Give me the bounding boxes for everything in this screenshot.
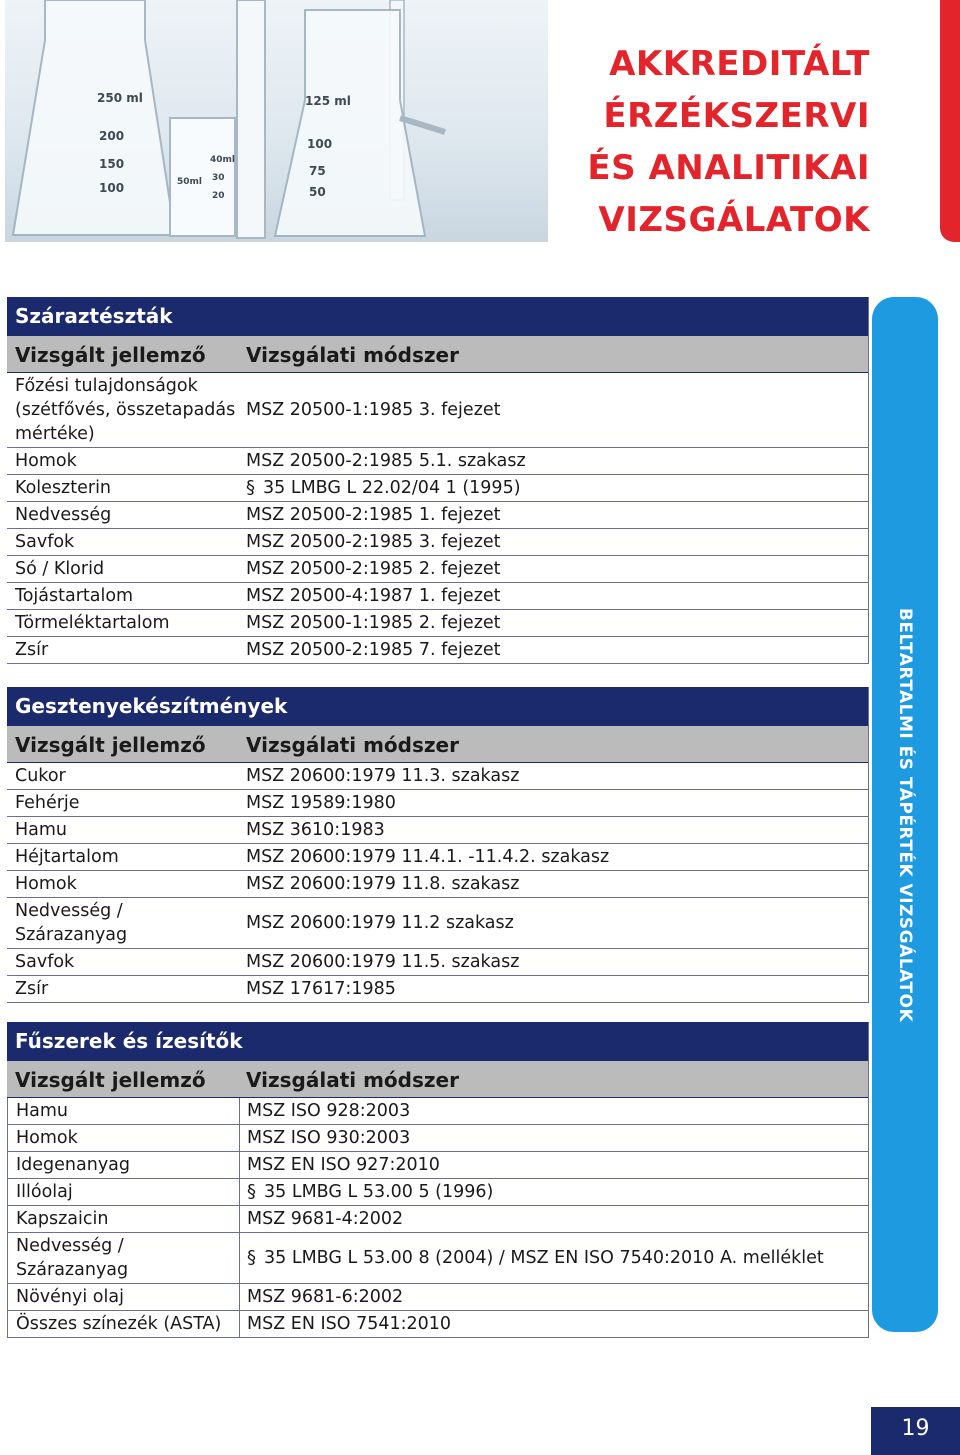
method-cell [240,1206,868,1232]
title-line-1: AKKREDITÁLT [609,44,870,84]
table-row [7,1179,868,1206]
photo-mark-6: 40ml [210,155,235,165]
param-cell: Főzési tulajdonságok (szétfővés, összetapadás mértéke) [15,376,236,444]
table-row [7,871,868,898]
method-cell [239,610,868,636]
page-number: 19 [871,1407,960,1455]
photo-mark-10: 100 [307,137,333,151]
title-line-4: VIZSGÁLATOK [598,200,870,240]
method-text: MSZ 19589:1980 [246,793,396,813]
param-cell: Kapszaicin [8,1206,240,1232]
column-header-row [7,725,868,763]
section-sign-icon: § [246,477,255,498]
param-cell: Összes színezék (ASTA) [8,1311,240,1337]
method-text: MSZ 20500-2:1985 5.1. szakasz [246,451,526,471]
param-cell: Tojástartalom [15,586,134,606]
photo-mark-8: 20 [212,191,225,201]
method-cell [239,763,868,789]
method-text: MSZ 20500-1:1985 3. fejezet [246,400,501,420]
title-line-2: ÉRZÉKSZERVI [603,96,870,136]
column-header-param: Vizsgált jellemző [15,1068,206,1092]
param-cell: Zsír [15,640,49,660]
method-cell [239,583,868,609]
param-cell: Nedvesség / Szárazanyag [8,1233,240,1283]
method-cell [239,475,868,501]
method-text: MSZ 20500-2:1985 2. fejezet [246,559,501,579]
section-title: Fűszerek és ízesítők [7,1022,868,1060]
method-cell [240,1152,868,1178]
method-text: MSZ 20600:1979 11.3. szakasz [246,766,520,786]
table-row [7,976,868,1003]
table-row [7,1284,868,1311]
table-row [7,763,868,790]
section-title: Száraztészták [7,297,868,335]
param-cell: Homok [15,874,77,894]
method-text: MSZ 20500-2:1985 3. fejezet [246,532,501,552]
table-row [7,529,868,556]
table-row [7,898,868,949]
table-row [7,817,868,844]
photo-mark-3: 150 [99,157,125,171]
method-cell [239,448,868,474]
method-text: MSZ 20500-2:1985 1. fejezet [246,505,501,525]
method-cell [239,898,868,948]
method-cell [239,817,868,843]
column-header-method: Vizsgálati módszer [246,1068,459,1092]
param-cell: Homok [8,1125,240,1151]
method-cell [239,949,868,975]
method-cell [240,1179,868,1205]
method-cell [239,790,868,816]
method-text: 35 LMBG L 53.00 5 (1996) [264,1182,494,1202]
section-sign-icon: § [247,1181,256,1202]
page-title [530,38,870,246]
method-text: MSZ EN ISO 927:2010 [247,1155,440,1175]
param-cell: Homok [15,451,77,471]
photo-mark-11: 75 [309,164,326,178]
param-cell: Illóolaj [8,1179,240,1205]
param-cell: Koleszterin [15,478,112,498]
table-row [7,1125,868,1152]
title-line-3: ÉS ANALITIKAI [587,148,870,188]
table-row [7,583,868,610]
photo-mark-4: 100 [99,181,125,195]
param-cell: Hamu [15,820,68,840]
section-gesztenyekeszitmenyek [7,687,869,1003]
red-corner-tab [940,0,960,242]
method-text: MSZ 20600:1979 11.5. szakasz [246,952,520,972]
param-cell: Törmeléktartalom [15,613,170,633]
photo-mark-9: 125 ml [305,94,351,108]
column-header-row [7,1060,868,1098]
param-cell: Növényi olaj [8,1284,240,1310]
method-text: MSZ 20600:1979 11.8. szakasz [246,874,520,894]
method-cell [240,1311,868,1337]
table-row [7,1311,868,1338]
table-row [7,949,868,976]
method-cell [239,844,868,870]
method-text: MSZ 3610:1983 [246,820,385,840]
method-text: MSZ 20600:1979 11.2 szakasz [246,913,514,933]
method-text: MSZ 20500-1:1985 2. fejezet [246,613,501,633]
table-row [7,1152,868,1179]
param-cell: Cukor [15,766,66,786]
param-cell: Idegenanyag [8,1152,240,1178]
method-text: MSZ ISO 930:2003 [247,1128,411,1148]
section-title: Gesztenyekészítmények [7,687,868,725]
param-cell: Savfok [15,532,75,552]
param-cell: Hamu [8,1098,240,1124]
param-cell: Héjtartalom [15,847,119,867]
photo-mark-7: 30 [212,173,225,183]
table-row [7,448,868,475]
photo-mark-5: 50ml [177,177,202,187]
method-text: MSZ EN ISO 7541:2010 [247,1314,452,1334]
method-cell [240,1125,868,1151]
photo-mark-1: 250 ml [97,91,143,105]
header-photo-lab-glassware [5,0,548,242]
side-band-label: BELTARTALMI ÉS TÁPÉRTÉK VIZSGÁLATOK [895,607,915,1023]
column-header-param: Vizsgált jellemző [15,343,206,367]
photo-mark-2: 200 [99,129,125,143]
table-row [7,790,868,817]
section-fuszerek-es-izesitok [7,1022,869,1338]
method-text: MSZ 9681-6:2002 [247,1287,404,1307]
method-cell [239,502,868,528]
param-cell: Nedvesség / Szárazanyag [15,901,128,945]
method-cell [239,529,868,555]
method-cell [239,637,868,663]
method-text: MSZ 17617:1985 [246,979,396,999]
method-cell [240,1284,868,1310]
method-text: MSZ ISO 928:2003 [247,1101,411,1121]
method-cell [239,976,868,1002]
param-cell: Zsír [15,979,49,999]
section-sign-icon: § [247,1247,256,1268]
table-row [7,373,868,448]
param-cell: Savfok [15,952,75,972]
table-row [7,637,868,664]
method-text: MSZ 20600:1979 11.4.1. -11.4.2. szakasz [246,847,610,867]
section-szaraztesztak [7,297,869,664]
table-row [7,1206,868,1233]
method-cell [240,1098,868,1124]
column-header-method: Vizsgálati módszer [246,733,459,757]
table-row [7,502,868,529]
param-cell: Só / Klorid [15,559,105,579]
photo-mark-12: 50 [309,185,326,199]
column-header-param: Vizsgált jellemző [15,733,206,757]
method-cell [239,373,868,447]
param-cell: Nedvesség [15,505,112,525]
table-row [7,475,868,502]
method-cell [239,556,868,582]
table-row [7,1098,868,1125]
column-header-row [7,335,868,373]
table-row [7,610,868,637]
method-text: 35 LMBG L 22.02/04 1 (1995) [263,478,521,498]
method-text: 35 LMBG L 53.00 8 (2004) / MSZ EN ISO 7540:2010 A. melléklet [264,1248,824,1268]
table-row [7,844,868,871]
table-row [7,1233,868,1284]
method-text: MSZ 20500-2:1985 7. fejezet [246,640,501,660]
column-header-method: Vizsgálati módszer [246,343,459,367]
table-row [7,556,868,583]
method-cell [239,871,868,897]
param-cell: Fehérje [15,793,80,813]
method-text: MSZ 20500-4:1987 1. fejezet [246,586,501,606]
method-text: MSZ 9681-4:2002 [247,1209,404,1229]
method-cell [240,1233,868,1283]
